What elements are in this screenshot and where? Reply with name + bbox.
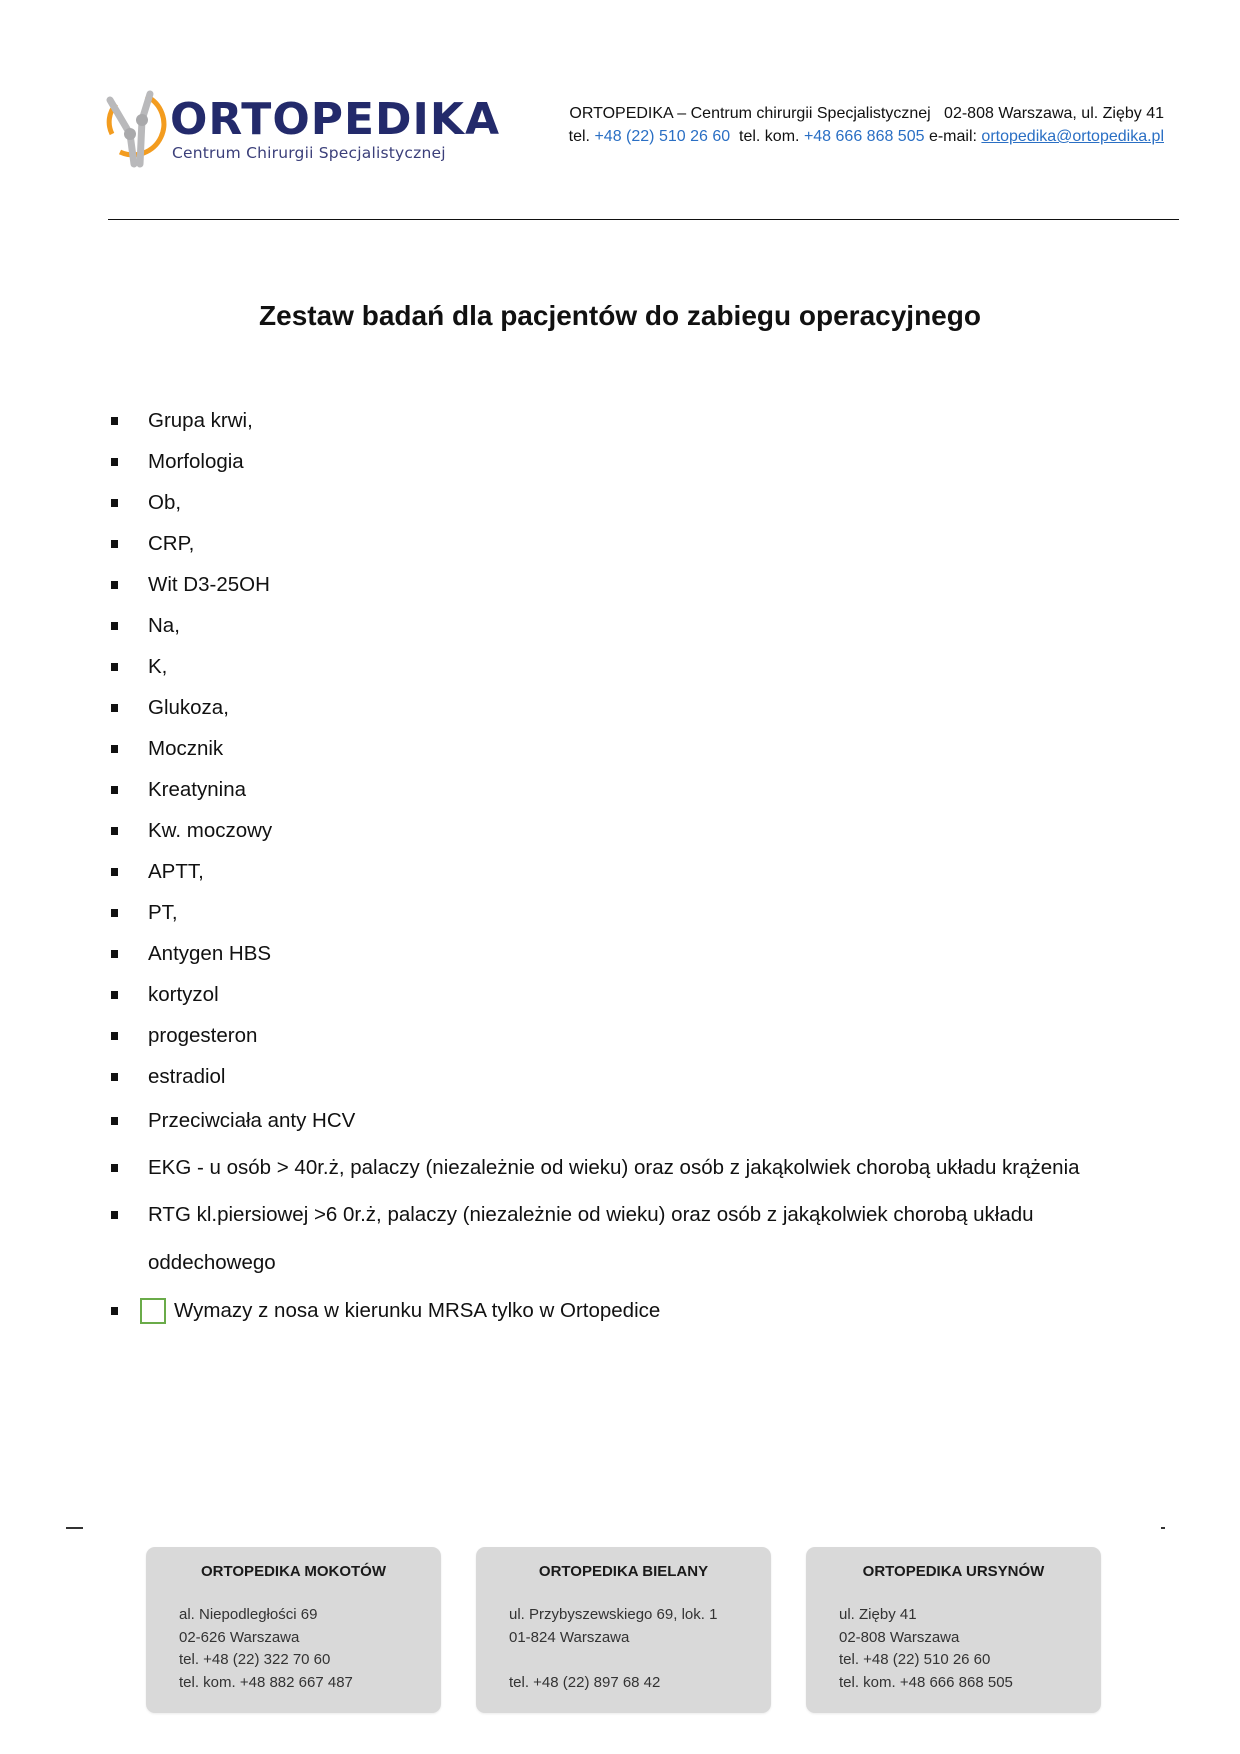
bullet-icon bbox=[111, 622, 118, 630]
list-item: Antygen HBS bbox=[108, 933, 1158, 974]
bullet-icon bbox=[111, 1117, 118, 1125]
bullet-icon bbox=[111, 745, 118, 753]
branch-address: al. Niepodległości 69 02-626 Warszawa tel. +48 (22) 322 70 60 tel. kom. +48 882 667 487 bbox=[179, 1606, 353, 1691]
header-divider bbox=[108, 219, 1179, 220]
bullet-icon bbox=[111, 1211, 118, 1219]
bullet-icon bbox=[111, 704, 118, 712]
mobile-label: tel. kom. bbox=[739, 128, 800, 145]
bullet-icon bbox=[111, 417, 118, 425]
list-item: K, bbox=[108, 646, 1158, 687]
list-item: Przeciwciała anty HCV bbox=[108, 1097, 1158, 1144]
header-contact-line-1 bbox=[569, 102, 1164, 125]
header-org-name: ORTOPEDIKA – Centrum chirurgii Specjalistycznej bbox=[569, 105, 931, 122]
bullet-icon bbox=[111, 1164, 118, 1172]
list-item: progesteron bbox=[108, 1015, 1158, 1056]
list-item: estradiol bbox=[108, 1056, 1158, 1097]
mobile-link[interactable]: +48 666 868 505 bbox=[803, 128, 925, 145]
bullet-icon bbox=[111, 868, 118, 876]
logo-wordmark: ORTOPEDIKA bbox=[170, 94, 501, 145]
branch-card-mokotow bbox=[146, 1547, 441, 1713]
branch-name: ORTOPEDIKA BIELANY bbox=[538, 1563, 709, 1580]
list-item: Wit D3-25OH bbox=[108, 564, 1158, 605]
list-item: PT, bbox=[108, 892, 1158, 933]
bullet-icon bbox=[111, 1032, 118, 1040]
list-item: Morfologia bbox=[108, 441, 1158, 482]
bullet-icon bbox=[111, 909, 118, 917]
list-item: Ob, bbox=[108, 482, 1158, 523]
bullet-icon bbox=[111, 991, 118, 999]
bullet-icon bbox=[111, 950, 118, 958]
document-title: Zestaw badań dla pacjentów do zabiegu operacyjnego bbox=[259, 300, 981, 331]
logo-subtitle: Centrum Chirurgii Specjalistycznej bbox=[172, 144, 446, 162]
email-link[interactable]: ortopedika@ortopedika.pl bbox=[981, 128, 1164, 145]
list-item-mrsa: Wymazy z nosa w kierunku MRSA tylko w Ortopedice bbox=[108, 1287, 1158, 1334]
branch-locations bbox=[146, 1547, 1101, 1713]
bullet-icon bbox=[111, 827, 118, 835]
list-item: Kw. moczowy bbox=[108, 810, 1158, 851]
list-item: Na, bbox=[108, 605, 1158, 646]
mrsa-checkbox[interactable] bbox=[140, 1298, 166, 1324]
bullet-icon bbox=[111, 499, 118, 507]
list-item: CRP, bbox=[108, 523, 1158, 564]
branch-address: ul. Zięby 41 02-808 Warszawa tel. +48 (22) 510 26 60 tel. kom. +48 666 868 505 bbox=[839, 1606, 1013, 1691]
list-item: Mocznik bbox=[108, 728, 1158, 769]
email-label: e-mail: bbox=[928, 128, 977, 145]
header-address: 02-808 Warszawa, ul. Zięby 41 bbox=[944, 105, 1164, 122]
list-item: APTT, bbox=[108, 851, 1158, 892]
test-list bbox=[108, 400, 1158, 1334]
branch-name: ORTOPEDIKA MOKOTÓW bbox=[201, 1563, 386, 1580]
bullet-icon bbox=[111, 540, 118, 548]
footer-mark-left bbox=[66, 1527, 83, 1529]
list-item: kortyzol bbox=[108, 974, 1158, 1015]
list-item: EKG - u osób > 40r.ż, palaczy (niezależnie od wieku) oraz osób z jakąkolwiek chorobą układu krążenia bbox=[108, 1144, 1158, 1191]
footer-mark-right bbox=[1161, 1527, 1165, 1529]
list-item: RTG kl.piersiowej >6 0r.ż, palaczy (niezależnie od wieku) oraz osób z jakąkolwiek chorobą układu oddechowego bbox=[108, 1191, 1158, 1287]
header-contact-info bbox=[569, 102, 1164, 148]
bullet-icon bbox=[111, 786, 118, 794]
bullet-icon bbox=[111, 663, 118, 671]
header-contact-line-2 bbox=[569, 125, 1164, 148]
bullet-icon bbox=[111, 1073, 118, 1081]
tel-label: tel. bbox=[568, 128, 590, 145]
company-logo bbox=[106, 88, 501, 168]
branch-address: ul. Przybyszewskiego 69, lok. 1 01-824 Warszawa tel. +48 (22) 897 68 42 bbox=[509, 1606, 718, 1691]
orthopedic-joint-icon bbox=[106, 88, 170, 168]
bullet-icon bbox=[111, 581, 118, 589]
branch-card-ursynow bbox=[806, 1547, 1101, 1713]
branch-card-bielany bbox=[476, 1547, 771, 1713]
branch-name: ORTOPEDIKA URSYNÓW bbox=[862, 1563, 1045, 1580]
list-item: Kreatynina bbox=[108, 769, 1158, 810]
bullet-icon bbox=[111, 458, 118, 466]
bullet-icon bbox=[111, 1307, 118, 1315]
tel-link[interactable]: +48 (22) 510 26 60 bbox=[594, 128, 731, 145]
list-item: Grupa krwi, bbox=[108, 400, 1158, 441]
list-item: Glukoza, bbox=[108, 687, 1158, 728]
